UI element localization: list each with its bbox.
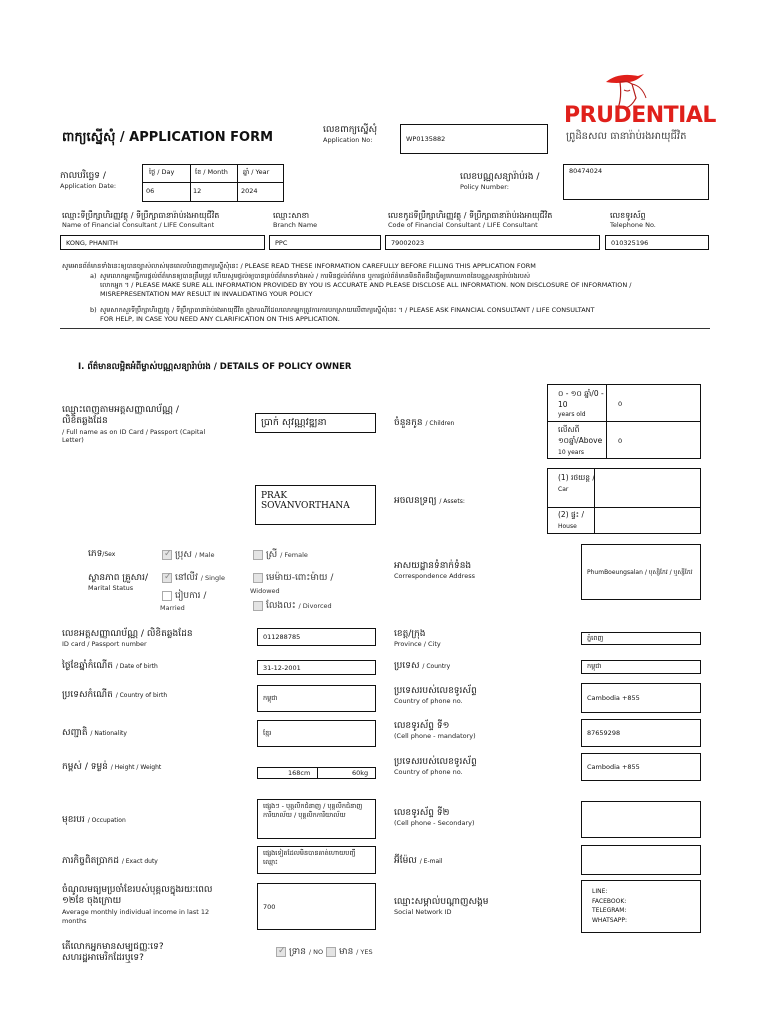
branch-name-label: ឈ្មោះសាខា Branch Name <box>273 211 318 229</box>
divorced-checkbox[interactable] <box>253 601 263 611</box>
consultant-code-label: លេខកូដទីប្រឹក្សាហិរញ្ញវត្ថុ / ទីប្រឹក្សាធានារ៉ាប់រងអាយុជីវិត Code of Financial Consultant / LIFE Consultant <box>388 211 553 229</box>
id-number-label: លេខអត្តសញ្ញាណប័ណ្ណ / លិខិតឆ្លងដែន ID card / Passport number <box>62 629 193 649</box>
province-label: ខេត្ត/ក្រុង Province / City <box>394 629 441 649</box>
answer-yes-option[interactable]: មាន / YES <box>326 946 373 959</box>
widowed-english-label: Widowed <box>250 587 280 595</box>
consultant-name-field[interactable]: KONG, PHANITH <box>60 235 265 250</box>
social-line: LINE: <box>592 888 608 895</box>
email-field[interactable] <box>581 845 701 875</box>
marital-status-label: ស្ថានភាព គ្រួសារ/ Marital Status <box>88 573 148 593</box>
us-question-label: តើលោកអ្នកមានសម្បជញ្ញៈទេ? សហរដ្ឋអាមេរិកដែរឬទេ? <box>62 942 164 964</box>
country-of-birth-label: ប្រទេសកំណើត / Country of birth <box>62 690 168 700</box>
notice-divider <box>60 328 710 329</box>
application-date-label: កាលបរិច្ឆេទ / Application Date: <box>60 171 117 191</box>
exact-duty-label: ភារកិច្ចពិតប្រាកដ / Exact duty <box>62 856 158 866</box>
country-field[interactable]: កម្ពុជា <box>581 660 701 674</box>
children-0-10-label: ០ - ១០ ឆ្នាំ/0 - 10 years old <box>558 389 604 418</box>
country-label: ប្រទេស / Country <box>394 661 451 671</box>
day-label: ថ្ងៃ / Day <box>149 168 175 176</box>
address-label: អាសយដ្ឋានទំនាក់ទំនង Correspondence Address <box>394 561 475 581</box>
children-above-label: លើសពី ១០ឆ្នាំ/Above 10 years <box>558 425 603 456</box>
no-checkbox[interactable] <box>276 947 286 957</box>
cell-phone-2-label: លេខទូរស័ព្ទ ទី២ (Cell phone - Secondary) <box>394 808 475 828</box>
widowed-checkbox[interactable] <box>253 573 263 583</box>
marital-married-option[interactable]: រៀបការ / <box>162 590 206 603</box>
children-0-10-field[interactable]: 0 <box>618 400 623 408</box>
children-label: ចំនួនកូន / Children <box>394 418 455 428</box>
sex-label: ភេទ/Sex <box>88 549 116 559</box>
cell-phone-1-label: លេខទូរស័ព្ទ ទី១ (Cell phone - mandatory) <box>394 721 476 741</box>
application-date-table <box>142 164 284 202</box>
year-field[interactable]: 2024 <box>241 187 258 195</box>
email-label: អ៊ីម៉ែល / E-mail <box>394 856 443 866</box>
notice-a: សូមលោកអ្នកធ្វើការផ្តល់ព័ត៌មានឲ្យបានត្រឹមត្រូវ ហើយសូមផ្តល់ឲ្យបានគ្រប់ព័ត៌មានទាំងអស់ / ការមិនផ្តល់ព័ត៌មាន ឬការផ្តល់ព័ត៌មានមិនពិតនឹងធ្វើឲ្យមោឃភាពនៃបណ្ណសន្យារ៉ាប់រងរបស់ លោកអ្នក ។ / PLEASE MAKE SURE ALL INFORMATION PROVIDED BY YOU IS ACCURATE AND PLEASE DISCLOSE ALL INFORMATION. NON DISCLOSURE OF INFORMATION / MISREPRESENTATION MAY RESULT IN INVALIDATING YOUR POLICY <box>100 272 632 298</box>
address-field[interactable]: PhumBoeungsalan / បុស្សិកែវ / ឬស្សីកែវ <box>581 544 701 600</box>
car-label: (1) រថយន្ត / Car <box>558 473 595 493</box>
female-checkbox[interactable] <box>253 550 263 560</box>
brand-tagline: ព្រូដិនសល ធានារ៉ាប់រងអាយុជីវិត <box>566 131 687 142</box>
telephone-field[interactable]: 010325196 <box>605 235 709 250</box>
fullname-khmer-field[interactable]: ប្រាក់ សុវណ្ណវឌ្ឍនា <box>255 413 376 433</box>
sex-male-option[interactable]: ✓ ប្រុស / Male <box>162 549 215 562</box>
province-field[interactable]: ភ្នំពេញ <box>581 632 701 645</box>
policy-number-label: លេខបណ្ណសន្យារ៉ាប់រង / Policy Number: <box>460 172 540 192</box>
day-field[interactable]: 06 <box>146 187 155 195</box>
application-no-label: លេខពាក្យស្នើសុំ Application No: <box>323 125 378 145</box>
sex-female-option[interactable]: ស្រី / Female <box>253 549 308 562</box>
fullname-label: ឈ្មោះពេញតាមអត្តសញ្ញាណប័ណ្ណ / លិខិតឆ្លងដែន / Full name as on ID Card / Passport (Capital Letter) <box>62 405 206 444</box>
page-title: ពាក្យស្នើសុំ / APPLICATION FORM <box>62 130 274 145</box>
phone-country-label: ប្រទេសរបស់លេខទូរស័ព្ទ Country of phone no. <box>394 686 477 706</box>
male-checkbox[interactable] <box>162 550 172 560</box>
phone-country-2-field[interactable]: Cambodia +855 <box>581 753 701 781</box>
assets-table <box>547 468 701 534</box>
social-network-field[interactable] <box>581 880 701 933</box>
occupation-field[interactable]: ផ្សេងៗ - បុគ្គលិកជំនាញ / បុគ្គលិកជំនាញការិយាល័យ / បុគ្គលិកការិយាល័យ <box>257 799 376 839</box>
assets-label: អចលនទ្រព្យ / Assets: <box>394 496 465 506</box>
cell-phone-2-field[interactable] <box>581 801 701 838</box>
notice-marker-b: b) <box>90 306 97 314</box>
notice-b: សូមសាកសួរទីប្រឹក្សាហិរញ្ញវត្ថុ / ទីប្រឹក្សាធានារ៉ាប់រងអាយុជីវិត ក្នុងករណីដែលលោកអ្នកត្រូវការការបកស្រាយលើពាក្យស្នើសុំនេះ ។ / PLEASE ASK FINANCIAL CONSULTANT / LIFE CONSULTANT FOR HELP, IN CASE YOU NEED ANY CLARIFICATION ON THIS APPLICATION. <box>100 306 595 323</box>
cell-phone-1-field[interactable]: 87659298 <box>581 719 701 747</box>
consultant-code-field[interactable]: 79002023 <box>385 235 600 250</box>
telephone-label: លេខទូរស័ព្ទ Telephone No. <box>610 211 656 229</box>
month-label: ខែ / Month <box>195 168 228 176</box>
dob-label: ថ្ងៃខែឆ្នាំកំណើត / Date of birth <box>62 661 158 671</box>
country-of-birth-field[interactable]: កម្ពុជា <box>257 685 376 712</box>
single-checkbox[interactable] <box>162 573 172 583</box>
marital-widowed-option[interactable]: មេម៉ាយ-ពោះម៉ាយ / <box>253 572 333 585</box>
notice-intro: សូមអានព័ត៌មានទាំងនេះឲ្យបានច្បាស់លាស់មុនពេលបំពេញពាក្យស្នើសុំនេះ / PLEASE READ THESE INFORMATION CAREFULLY BEFORE FILLING THIS APPLICATION FORM <box>62 262 536 270</box>
social-facebook: FACEBOOK: <box>592 897 627 905</box>
fullname-english-field[interactable]: PRAK SOVANVORTHANA <box>255 485 376 525</box>
marital-divorced-option[interactable]: លែងលះ / Divorced <box>253 600 332 613</box>
nationality-label: សញ្ជាតិ / Nationality <box>62 728 127 738</box>
children-table <box>547 384 701 459</box>
exact-duty-field[interactable]: ផ្សេងទៀតដែលមិនបានគាត់ហោយបញ្ជីឈ្មោះ <box>257 846 376 874</box>
branch-name-field[interactable]: PPC <box>269 235 381 250</box>
social-whatsapp: WHATSAPP: <box>592 916 628 924</box>
policy-number-field[interactable]: 80474024 <box>563 164 709 200</box>
phone-country-2-label: ប្រទេសរបស់លេខទូរស័ព្ទ Country of phone no. <box>394 757 477 777</box>
height-field[interactable]: 168cm <box>288 769 311 777</box>
height-weight-label: កម្ពស់ / ទម្ងន់ / Height / Weight <box>62 762 162 772</box>
children-above-field[interactable]: 0 <box>618 437 623 445</box>
month-field[interactable]: 12 <box>193 187 202 195</box>
phone-country-field[interactable]: Cambodia +855 <box>581 683 701 713</box>
house-label: (2) ផ្ទះ / House <box>558 510 584 530</box>
married-checkbox[interactable] <box>162 591 172 601</box>
notice-marker-a: a) <box>90 272 97 280</box>
section-title: I. ព័ត៌មានលម្អិតអំពីម្ចាស់បណ្ណសន្យារ៉ាប់រង / DETAILS OF POLICY OWNER <box>78 362 352 372</box>
dob-field[interactable]: 31-12-2001 <box>257 660 376 675</box>
income-label: ចំណូលមធ្យមប្រចាំខែរបស់បុគ្គលក្នុងរយៈពេល ១២ខែ ចុងក្រោយ Average monthly individual income in last 12 months <box>62 885 213 926</box>
income-field[interactable]: 700 <box>257 883 376 930</box>
application-no-field[interactable]: WP0135882 <box>400 124 548 154</box>
yes-checkbox[interactable] <box>326 947 336 957</box>
marital-single-option[interactable]: ✓នៅលីវ / Single <box>162 572 225 585</box>
social-telegram: TELEGRAM: <box>592 907 627 915</box>
married-english-label: Married <box>160 604 185 612</box>
year-label: ឆ្នាំ / Year <box>243 168 270 176</box>
occupation-label: មុខរបរ / Occupation <box>62 815 126 825</box>
nationality-field[interactable]: ខ្មែរ <box>257 720 376 747</box>
height-weight-table <box>257 767 376 779</box>
weight-field[interactable]: 60kg <box>352 769 369 777</box>
social-network-label: ឈ្មោះសម្គាល់បណ្តាញសង្គម Social Network ID <box>394 897 489 917</box>
answer-no-option[interactable]: ✓ទ្រាន / NO <box>276 946 323 959</box>
brand-name: PRUDENTIAL <box>564 103 716 128</box>
consultant-name-label: ឈ្មោះទីប្រឹក្សាហិរញ្ញវត្ថុ / ទីប្រឹក្សាធានារ៉ាប់រងអាយុជីវិត Name of Financial Consultant / LIFE Consultant <box>62 211 220 229</box>
id-number-field[interactable]: 011288785 <box>257 628 376 646</box>
